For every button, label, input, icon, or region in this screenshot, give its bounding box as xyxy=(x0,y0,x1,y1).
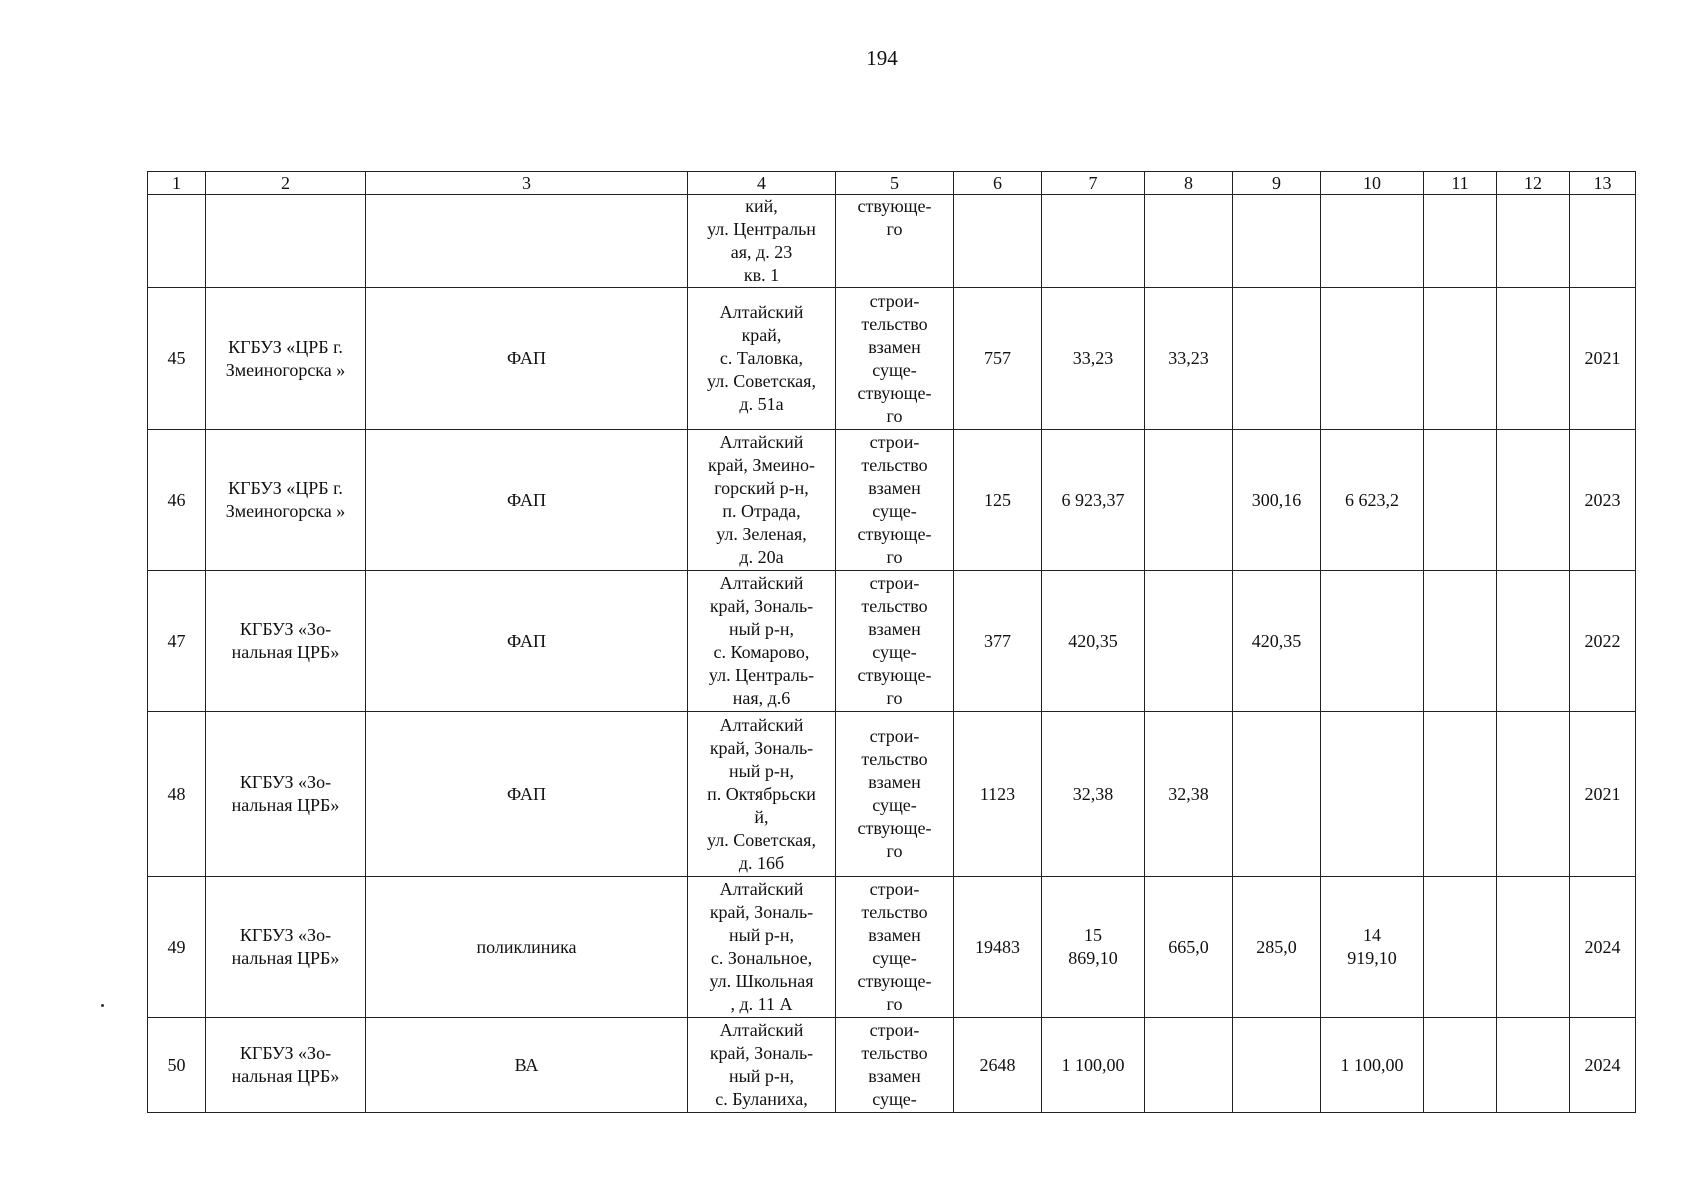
year-cell: 2021 xyxy=(1570,712,1636,877)
value-col10-cell xyxy=(1321,712,1424,877)
value-col11-cell xyxy=(1424,877,1497,1018)
cell-empty xyxy=(1497,195,1570,288)
table-row xyxy=(148,288,1636,430)
table-row xyxy=(148,712,1636,877)
address-cell: Алтайский край, Зональ- ный р-н, с. Зональное, ул. Школьная , д. 11 А xyxy=(688,877,836,1018)
value-col9-cell xyxy=(1233,1018,1321,1113)
year-cell: 2024 xyxy=(1570,1018,1636,1113)
cell-empty xyxy=(366,195,688,288)
value-col10-cell: 6 623,2 xyxy=(1321,430,1424,571)
table-row xyxy=(148,571,1636,712)
facility-type-cell: ФАП xyxy=(366,430,688,571)
facilities-table xyxy=(147,171,1636,1113)
value-col7-cell: 15 869,10 xyxy=(1042,877,1145,1018)
value-col7-cell: 420,35 xyxy=(1042,571,1145,712)
organization-cell: КГБУЗ «ЦРБ г. Змеиногорска » xyxy=(206,430,366,571)
table-row xyxy=(148,430,1636,571)
value-col12-cell xyxy=(1497,288,1570,430)
value-col6-cell: 757 xyxy=(954,288,1042,430)
value-col6-cell: 377 xyxy=(954,571,1042,712)
value-col7-cell: 6 923,37 xyxy=(1042,430,1145,571)
column-number: 5 xyxy=(836,172,954,195)
cell-empty xyxy=(1424,195,1497,288)
row-number-cell: 50 xyxy=(148,1018,206,1113)
work-type-cell: строи- тельство взамен суще- ствующе- го xyxy=(836,877,954,1018)
year-cell: 2023 xyxy=(1570,430,1636,571)
value-col10-cell: 1 100,00 xyxy=(1321,1018,1424,1113)
year-cell: 2024 xyxy=(1570,877,1636,1018)
work-type-cell: строи- тельство взамен суще- xyxy=(836,1018,954,1113)
value-col8-cell xyxy=(1145,430,1233,571)
scan-speck xyxy=(101,1004,104,1007)
row-number-cell: 48 xyxy=(148,712,206,877)
value-col9-cell: 285,0 xyxy=(1233,877,1321,1018)
value-col9-cell xyxy=(1233,288,1321,430)
column-number: 2 xyxy=(206,172,366,195)
organization-cell: КГБУЗ «Зо-нальная ЦРБ» xyxy=(206,877,366,1018)
value-col6-cell: 1123 xyxy=(954,712,1042,877)
page-number: 194 xyxy=(866,46,898,70)
organization-cell: КГБУЗ «ЦРБ г. Змеиногорска » xyxy=(206,288,366,430)
organization-cell: КГБУЗ «Зо-нальная ЦРБ» xyxy=(206,571,366,712)
facility-type-cell: ФАП xyxy=(366,712,688,877)
value-col9-cell xyxy=(1233,712,1321,877)
work-type-cell: строи- тельство взамен суще- ствующе- го xyxy=(836,288,954,430)
value-col12-cell xyxy=(1497,571,1570,712)
table-row xyxy=(148,877,1636,1018)
value-col6-cell: 125 xyxy=(954,430,1042,571)
cell-empty xyxy=(1233,195,1321,288)
work-type-cell: строи- тельство взамен суще- ствующе- го xyxy=(836,571,954,712)
column-number: 7 xyxy=(1042,172,1145,195)
column-number: 12 xyxy=(1497,172,1570,195)
row-number-cell: 46 xyxy=(148,430,206,571)
cell-empty xyxy=(1042,195,1145,288)
column-number: 13 xyxy=(1570,172,1636,195)
cell-empty xyxy=(206,195,366,288)
cell-empty xyxy=(1145,195,1233,288)
value-col11-cell xyxy=(1424,288,1497,430)
address-cell: Алтайский край, Змеино- горский р-н, п. Отрада, ул. Зеленая, д. 20а xyxy=(688,430,836,571)
continuation-row xyxy=(148,195,1636,288)
cell-empty xyxy=(1321,195,1424,288)
row-number-cell: 49 xyxy=(148,877,206,1018)
address-cell: Алтайский край, с. Таловка, ул. Советская, д. 51а xyxy=(688,288,836,430)
address-cell: Алтайский край, Зональ- ный р-н, с. Комарово, ул. Централь- ная, д.6 xyxy=(688,571,836,712)
value-col10-cell: 14 919,10 xyxy=(1321,877,1424,1018)
work-type-cell: строи- тельство взамен суще- ствующе- го xyxy=(836,430,954,571)
value-col9-cell: 300,16 xyxy=(1233,430,1321,571)
cell-empty xyxy=(148,195,206,288)
organization-cell: КГБУЗ «Зо-нальная ЦРБ» xyxy=(206,1018,366,1113)
organization-cell: КГБУЗ «Зо-нальная ЦРБ» xyxy=(206,712,366,877)
year-cell: 2021 xyxy=(1570,288,1636,430)
table-row xyxy=(148,1018,1636,1113)
value-col8-cell: 665,0 xyxy=(1145,877,1233,1018)
facility-type-cell: поликлиника xyxy=(366,877,688,1018)
address-cell: кий, ул. Центральн ая, д. 23 кв. 1 xyxy=(688,195,836,288)
row-number-cell: 47 xyxy=(148,571,206,712)
value-col8-cell xyxy=(1145,571,1233,712)
value-col8-cell: 32,38 xyxy=(1145,712,1233,877)
cell-empty xyxy=(954,195,1042,288)
value-col10-cell xyxy=(1321,571,1424,712)
value-col11-cell xyxy=(1424,571,1497,712)
address-cell: Алтайский край, Зональ- ный р-н, п. Октябрьски й, ул. Советская, д. 16б xyxy=(688,712,836,877)
value-col9-cell: 420,35 xyxy=(1233,571,1321,712)
value-col12-cell xyxy=(1497,877,1570,1018)
value-col12-cell xyxy=(1497,430,1570,571)
value-col7-cell: 33,23 xyxy=(1042,288,1145,430)
column-number: 3 xyxy=(366,172,688,195)
column-number: 1 xyxy=(148,172,206,195)
value-col8-cell: 33,23 xyxy=(1145,288,1233,430)
column-number: 8 xyxy=(1145,172,1233,195)
column-number: 11 xyxy=(1424,172,1497,195)
value-col12-cell xyxy=(1497,1018,1570,1113)
value-col12-cell xyxy=(1497,712,1570,877)
value-col7-cell: 1 100,00 xyxy=(1042,1018,1145,1113)
row-number-cell: 45 xyxy=(148,288,206,430)
facility-type-cell: ФАП xyxy=(366,571,688,712)
column-number: 9 xyxy=(1233,172,1321,195)
cell-empty xyxy=(1570,195,1636,288)
facility-type-cell: ФАП xyxy=(366,288,688,430)
work-type-cell: ствующе- го xyxy=(836,195,954,288)
value-col11-cell xyxy=(1424,430,1497,571)
value-col6-cell: 19483 xyxy=(954,877,1042,1018)
address-cell: Алтайский край, Зональ- ный р-н, с. Буланиха, xyxy=(688,1018,836,1113)
value-col6-cell: 2648 xyxy=(954,1018,1042,1113)
value-col8-cell xyxy=(1145,1018,1233,1113)
value-col7-cell: 32,38 xyxy=(1042,712,1145,877)
facility-type-cell: ВА xyxy=(366,1018,688,1113)
work-type-cell: строи- тельство взамен суще- ствующе- го xyxy=(836,712,954,877)
value-col10-cell xyxy=(1321,288,1424,430)
year-cell: 2022 xyxy=(1570,571,1636,712)
column-number-header-row xyxy=(148,172,1636,195)
value-col11-cell xyxy=(1424,1018,1497,1113)
column-number: 4 xyxy=(688,172,836,195)
column-number: 6 xyxy=(954,172,1042,195)
value-col11-cell xyxy=(1424,712,1497,877)
column-number: 10 xyxy=(1321,172,1424,195)
